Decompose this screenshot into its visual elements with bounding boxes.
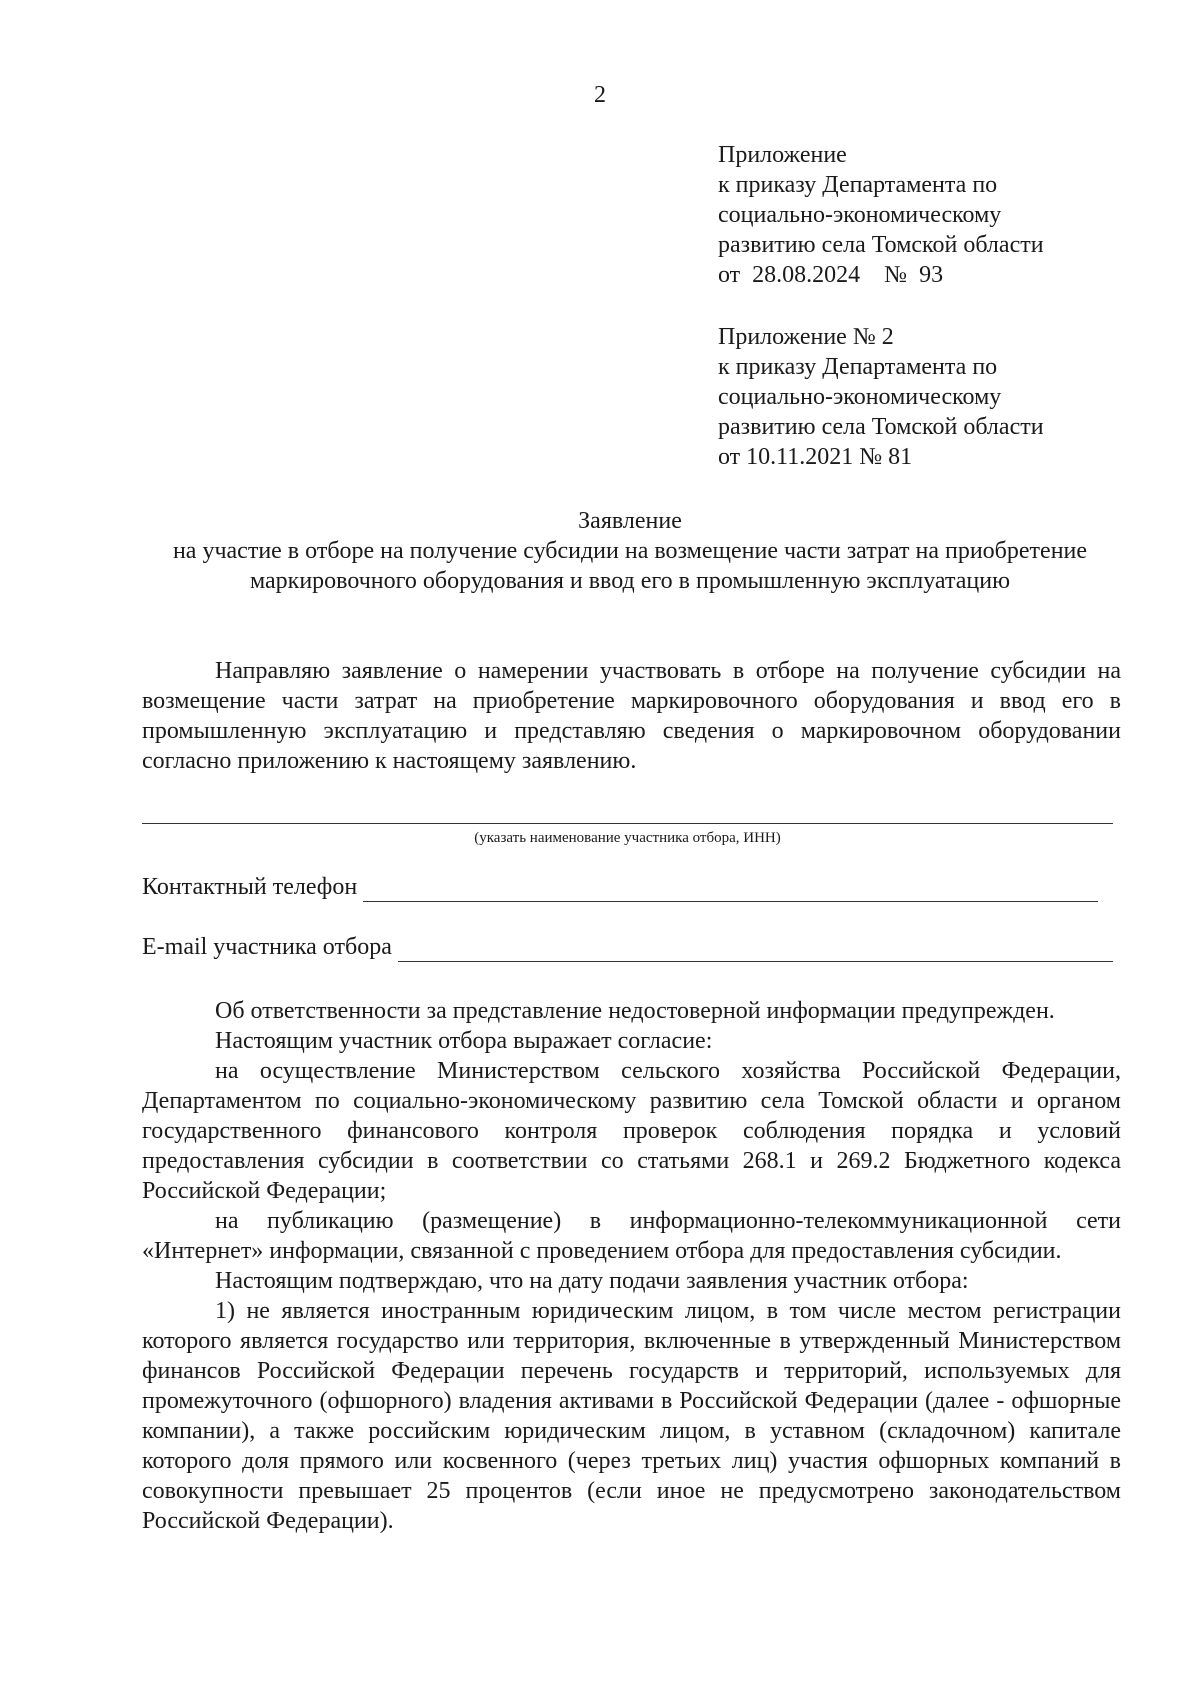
consent-publication: на публикацию (размещение) в информационно-телекоммуникационной сети «Интернет» информации, связанной с проведением отбора для предоставления субсидии. [142,1208,1121,1264]
consent-verification: на осуществление Министерством сельского хозяйства Российской Федерации, Департаментом по социально-экономическому развитию села Томской области и органом государственного финансового контроля проверок соблюдения порядка и условий предоставления субсидии в соответствии со статьями 268.1 и 269.2 Бюджетного кодекса Российской Федерации; [142,1058,1121,1204]
contact-phone-label: Контактный телефон [142,874,358,900]
consent-intro: Настоящим участник отбора выражает согласие: [215,1028,713,1054]
intro-paragraph: Направляю заявление о намерении участвовать в отборе на получение субсидии на возмещение части затрат на приобретение маркировочного оборудования и ввод его в промышленную эксплуатацию и представляю сведения о маркировочном оборудовании согласно приложению к настоящему заявлению. [142,658,1121,774]
appendix-line: развитию села Томской области [718,414,1044,440]
email-label: E-mail участника отбора [142,934,392,960]
appendix-line: Приложение № 2 [718,324,894,350]
appendix-date-number: от 10.11.2021 № 81 [718,444,913,470]
declarations-section [142,996,1121,1536]
document-title [140,506,1120,596]
appendix-line: социально-экономическому [718,384,1002,410]
title-heading: Заявление [578,508,682,534]
appendix-original-order [718,322,1158,472]
appendix-line: Приложение [718,142,847,168]
contact-phone-field[interactable] [363,879,1098,902]
confirmation-item-1: 1) не является иностранным юридическим лицом, в том числе местом регистрации которого является государство или территория, включенные в утвержденный Министерством финансов Российской Федерации перечень государств и территорий, используемых для промежуточного (офшорного) владения активами в Российской Федерации (далее - офшорные компании), а также российским юридическим лицом, в уставном (складочном) капитале которого доля прямого или косвенного (через третьих лиц) участия офшорных компаний в совокупности превышает 25 процентов (если иное не предусмотрено законодательством Российской Федерации). [142,1298,1121,1534]
intro-section [142,656,1121,776]
participant-name-field[interactable] [142,823,1113,824]
appendix-current-order [718,140,1158,290]
title-subtitle: на участие в отборе на получение субсидии на возмещение части затрат на приобретение маркировочного оборудования и ввод его в промышленную эксплуатацию [172,538,1088,594]
appendix-line: к приказу Департамента по [718,172,998,198]
email-field[interactable] [398,939,1113,962]
contact-phone-row [142,872,1098,902]
email-row [142,932,1113,962]
appendix-line: к приказу Департамента по [718,354,998,380]
confirmation-intro: Настоящим подтверждаю, что на дату подачи заявления участник отбора: [215,1268,969,1294]
participant-caption: (указать наименование участника отбора, ИНН) [474,830,781,846]
responsibility-paragraph: Об ответственности за представление недостоверной информации предупрежден. [215,998,1055,1024]
appendix-line: социально-экономическому [718,202,1002,228]
page-number: 2 [594,82,606,108]
appendix-line: развитию села Томской области [718,232,1044,258]
appendix-date-number: от 28.08.2024 № 93 [718,262,944,288]
